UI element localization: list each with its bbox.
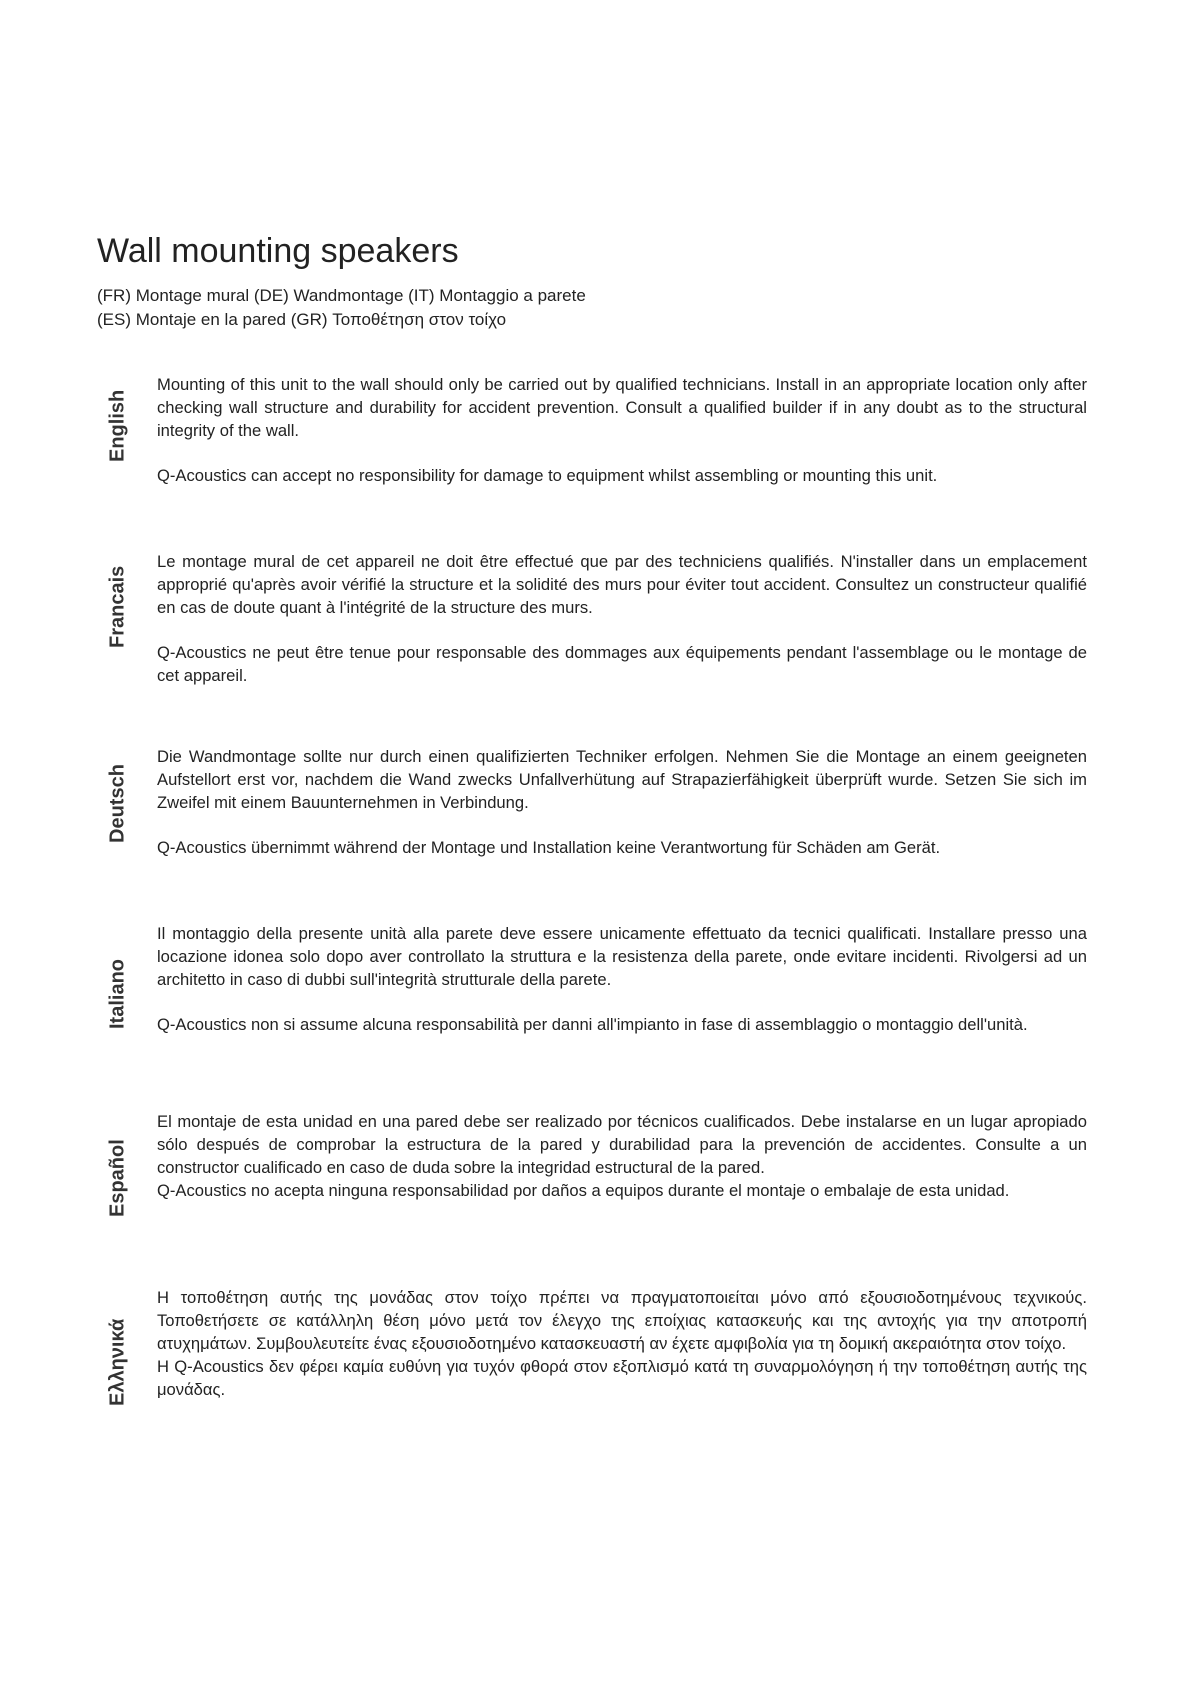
section-text-francais <box>157 550 1087 687</box>
section-text-deutsch <box>157 745 1087 859</box>
language-label-italiano: Italiano <box>106 959 129 1030</box>
language-label-francais: Francais <box>106 565 129 649</box>
subtitle-line-1: (FR) Montage mural (DE) Wandmontage (IT) Montaggio a parete <box>97 286 586 305</box>
language-label-english: English <box>106 389 129 463</box>
section-text-english <box>157 373 1087 487</box>
paragraph-disclaimer: Q-Acoustics can accept no responsibility for damage to equipment whilst assembling or mounting this unit. <box>157 466 938 485</box>
paragraph-warning: Le montage mural de cet appareil ne doit être effectué que par des techniciens qualifiés. N'installer dans un emplacement approprié qu'après avoir vérifié la structure et la solidité des murs pour éviter tout accident. Consultez un constructeur qualifié en cas de doute quant à l'intégrité de la structure des murs. <box>157 552 1087 617</box>
page-subtitle <box>97 284 586 332</box>
paragraph-warning: Die Wandmontage sollte nur durch einen qualifizierten Techniker erfolgen. Nehmen Sie die Montage an einem geeigneten Aufstellort erst vor, nachdem die Wand zwecks Unfallverhütung auf Strapazierfähigkeit überprüft wurde. Setzen Sie sich im Zweifel mit einem Bauunternehmen in Verbindung. <box>157 747 1087 812</box>
paragraph-disclaimer: Q-Acoustics ne peut être tenue pour responsable des dommages aux équipements pendant l'assemblage ou le montage de cet appareil. <box>157 643 1087 685</box>
paragraph-warning: Il montaggio della presente unità alla parete deve essere unicamente effettuato da tecnici qualificati. Installare presso una locazione idonea solo dopo aver controllato la struttura e la resistenza della parete, onde evitare incidenti. Rivolgersi ad un architetto in caso di dubbi sull'integrità strutturale della parete. <box>157 924 1087 989</box>
language-label-greek: Ελληνικά <box>106 1318 129 1406</box>
paragraph-warning: Η τοποθέτηση αυτής της μονάδας στον τοίχο πρέπει να πραγματοποιείται μόνο από εξουσιοδοτημένους τεχνικούς. Τοποθετήσετε σε κατάλληλη θέση μόνο μετά τον έλεγχο της εποίχιας κατασκευής και της αντοχής για την αποτροπή ατυχημάτων. Συμβουλευτείτε ένας εξουσιοδοτημένο κατασκευαστή αν έχετε αμφιβολία για τη δομική ακεραιότητα στον τοίχο. <box>157 1288 1087 1353</box>
paragraph-disclaimer: Q-Acoustics no acepta ninguna responsabilidad por daños a equipos durante el montaje o embalaje de esta unidad. <box>157 1181 1010 1200</box>
paragraph-disclaimer: Q-Acoustics übernimmt während der Montage und Installation keine Verantwortung für Schäden am Gerät. <box>157 838 941 857</box>
paragraph-warning: Mounting of this unit to the wall should only be carried out by qualified technicians. Install in an appropriate location only after checking wall structure and durability for accident prevention. Consult a qualified builder if in any doubt as to the structural integrity of the wall. <box>157 375 1087 440</box>
section-text-espanol <box>157 1110 1087 1202</box>
section-text-greek <box>157 1286 1087 1401</box>
section-text-italiano <box>157 922 1087 1036</box>
page-title: Wall mounting speakers <box>97 232 459 270</box>
language-label-espanol: Español <box>106 1139 129 1217</box>
paragraph-disclaimer: Q-Acoustics non si assume alcuna responsabilità per danni all'impianto in fase di assemblaggio o montaggio dell'unità. <box>157 1015 1028 1034</box>
paragraph-warning: El montaje de esta unidad en una pared debe ser realizado por técnicos cualificados. Debe instalarse en un lugar apropiado sólo después de comprobar la estructura de la pared y durabilidad para la prevención de accidentes. Consulte a un constructor cualificado en caso de duda sobre la integridad estructural de la pared. <box>157 1112 1087 1177</box>
language-label-deutsch: Deutsch <box>106 764 129 844</box>
subtitle-line-2: (ES) Montaje en la pared (GR) Τοποθέτηση στον τοίχο <box>97 310 507 329</box>
paragraph-disclaimer: Η Q-Acoustics δεν φέρει καμία ευθύνη για τυχόν φθορά στον εξοπλισμό κατά τη συναρμολόγηση ή την τοποθέτηση αυτής της μονάδας. <box>157 1357 1087 1399</box>
